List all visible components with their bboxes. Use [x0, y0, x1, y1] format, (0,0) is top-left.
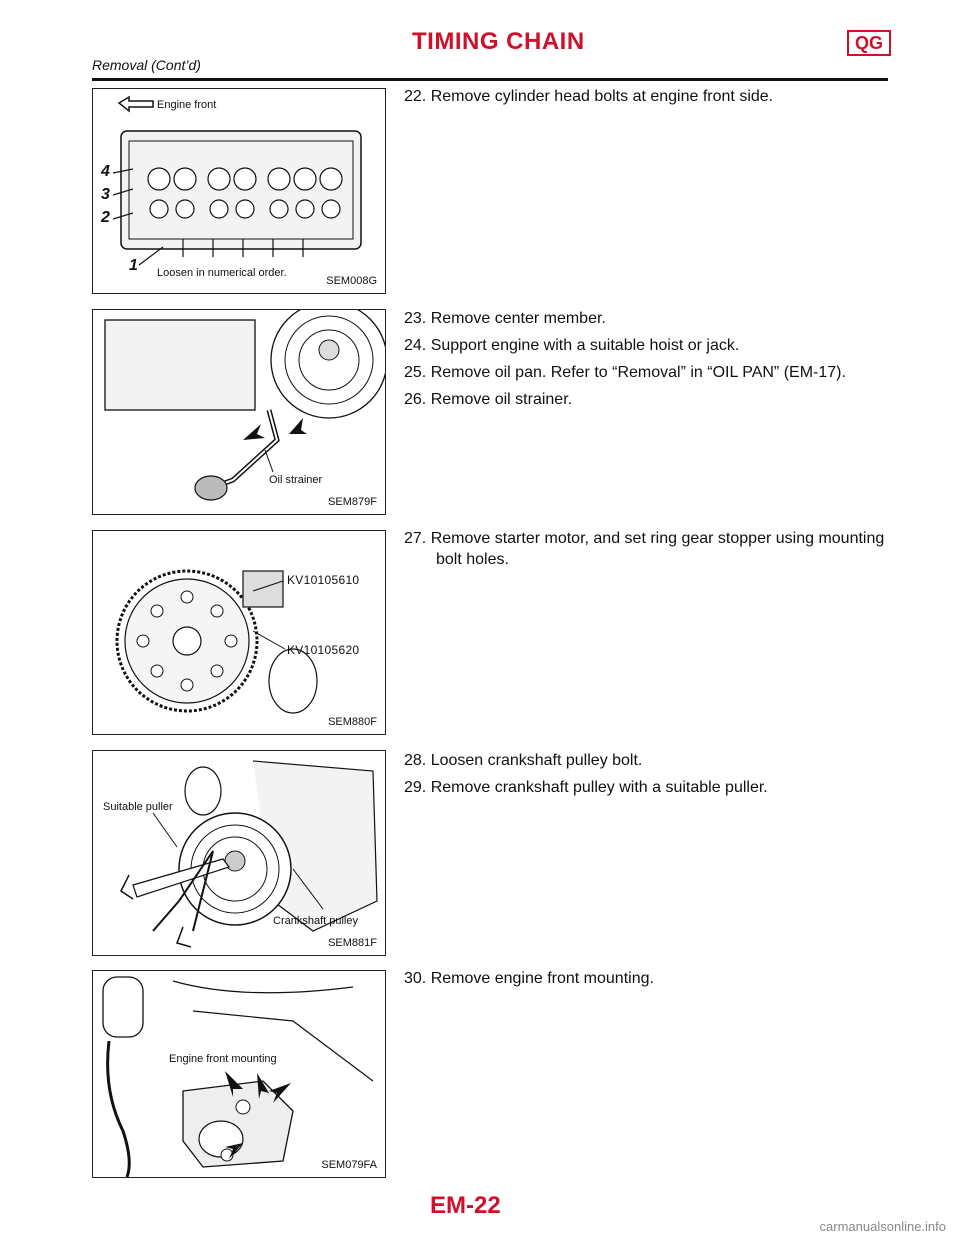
oil-strainer-label: Oil strainer — [269, 474, 323, 486]
crankshaft-pulley-label: Crankshaft pulley — [273, 915, 358, 927]
figure-code: SEM008G — [326, 275, 377, 287]
figure-oil-strainer — [92, 309, 386, 515]
bolt-number-4: 4 — [101, 163, 110, 180]
page-number: EM-22 — [430, 1192, 501, 1219]
step-24: 24. Support engine with a suitable hoist or jack. — [404, 337, 740, 354]
suitable-puller-label: Suitable puller — [103, 801, 173, 813]
steps-block-2 — [404, 308, 892, 416]
step-23: 23. Remove center member. — [404, 310, 606, 327]
tool-kv10105610-label: KV10105610 — [287, 573, 360, 587]
oil-strainer-illustration — [93, 310, 385, 514]
engine-code-badge: QG — [847, 30, 891, 56]
figure-engine-front-mounting — [92, 970, 386, 1178]
steps-block-3 — [404, 528, 892, 576]
figure-cylinder-head — [92, 88, 386, 294]
figure-code: SEM879F — [328, 496, 377, 508]
ring-gear-illustration — [93, 531, 385, 734]
step-29: 29. Remove crankshaft pulley with a suitable puller. — [404, 779, 768, 796]
figure-ring-gear-stopper — [92, 530, 386, 735]
header-divider — [92, 78, 888, 81]
engine-front-mounting-label: Engine front mounting — [169, 1053, 277, 1065]
step-27: 27. Remove starter motor, and set ring gear stopper using mounting bolt holes. — [404, 530, 885, 568]
page-title: TIMING CHAIN — [412, 28, 585, 55]
section-subtitle: Removal (Cont’d) — [92, 57, 201, 73]
tool-kv10105620-label: KV10105620 — [287, 643, 360, 657]
bolt-number-1: 1 — [129, 257, 138, 274]
engine-front-label: Engine front — [157, 99, 217, 111]
watermark: carmanualsonline.info — [819, 1219, 946, 1234]
step-26: 26. Remove oil strainer. — [404, 391, 573, 408]
figure-code: SEM881F — [328, 937, 377, 949]
step-28: 28. Loosen crankshaft pulley bolt. — [404, 752, 643, 769]
steps-block-4 — [404, 750, 892, 804]
step-22: 22. Remove cylinder head bolts at engine front side. — [404, 88, 774, 105]
step-25: 25. Remove oil pan. Refer to “Removal” in “OIL PAN” (EM-17). — [404, 364, 846, 381]
loosen-order-label: Loosen in numerical order. — [157, 267, 287, 279]
engine-mounting-illustration — [93, 971, 385, 1177]
steps-block-5 — [404, 968, 892, 995]
figure-crankshaft-pulley — [92, 750, 386, 956]
step-30: 30. Remove engine front mounting. — [404, 970, 654, 987]
steps-block-1 — [404, 86, 892, 113]
bolt-number-2: 2 — [101, 209, 110, 226]
bolt-number-3: 3 — [101, 186, 110, 203]
figure-code: SEM079FA — [321, 1159, 377, 1171]
figure-code: SEM880F — [328, 716, 377, 728]
